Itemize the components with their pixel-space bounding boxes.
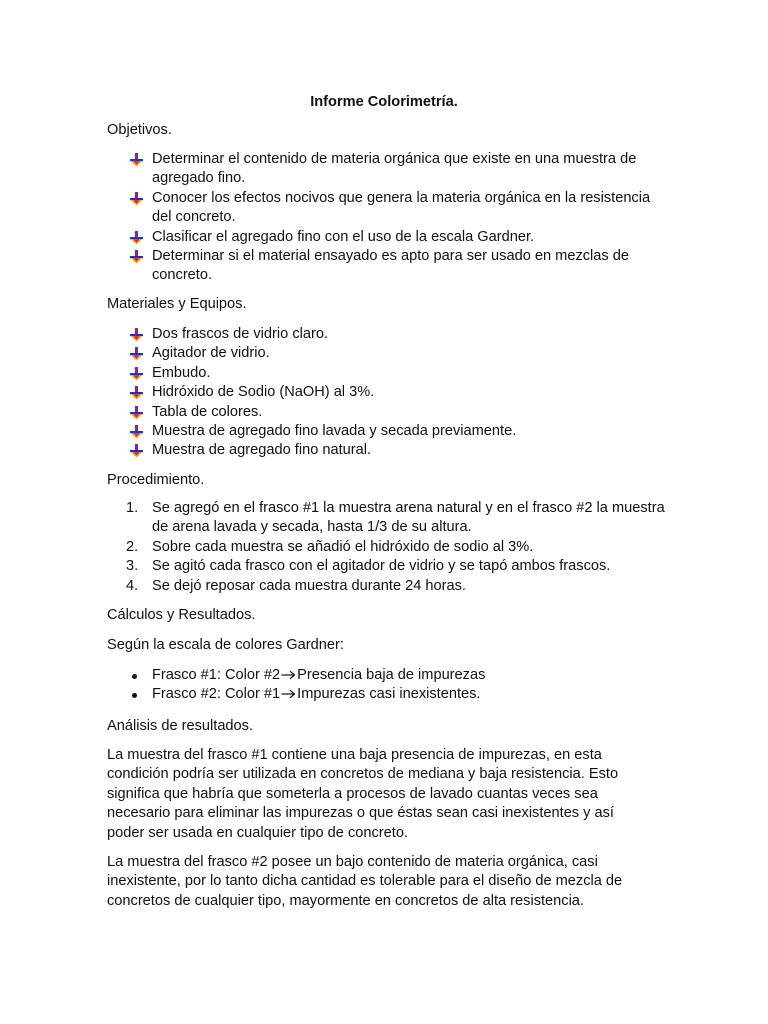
list-item: Embudo. — [107, 364, 667, 383]
bullet-icon — [129, 444, 144, 458]
list-item: 4. Se dejó reposar cada muestra durante 24 horas. — [126, 577, 466, 594]
heading-objetivos: Objetivos. — [107, 122, 172, 138]
procedimiento-list — [107, 499, 667, 596]
bullet-icon — [129, 425, 144, 439]
list-item: 1. Se agregó en el frasco #1 la muestra arena natural y en el frasco #2 la muestra de arena lavada y secada, hasta 1/3 de su altura. — [126, 500, 665, 536]
list-item: Tabla de colores. — [107, 403, 667, 422]
bullet-icon — [129, 328, 144, 342]
list-item: Determinar si el material ensayado es apto para ser usado en mezclas de concreto. — [107, 247, 667, 286]
list-item: Determinar el contenido de materia orgánica que existe en una muestra de agregado fino. — [107, 150, 667, 189]
calculos-intro: Según la escala de colores Gardner: — [107, 637, 344, 653]
list-item: Conocer los efectos nocivos que genera la materia orgánica en la resistencia del concreto. — [107, 189, 667, 228]
heading-procedimiento: Procedimiento. — [107, 472, 205, 488]
list-item: Frasco #1: Color #2 Presencia baja de impurezas — [107, 666, 667, 685]
objetivos-list — [107, 150, 667, 286]
right-arrow-icon — [281, 670, 296, 680]
heading-analisis: Análisis de resultados. — [107, 718, 254, 734]
bullet-icon — [129, 367, 144, 381]
right-arrow-icon — [281, 689, 296, 699]
bullet-icon — [129, 250, 144, 264]
list-item: Muestra de agregado fino natural. — [107, 441, 667, 460]
heading-calculos: Cálculos y Resultados. — [107, 607, 256, 623]
bullet-dot — [132, 693, 137, 698]
list-item: Clasificar el agregado fino con el uso de la escala Gardner. — [107, 228, 667, 247]
resultados-list — [107, 666, 667, 705]
list-item: Muestra de agregado fino lavada y secada previamente. — [107, 422, 667, 441]
analisis-paragraph-2: La muestra del frasco #2 posee un bajo contenido de materia orgánica, casi inexistente, por lo tanto dicha cantidad es tolerable para el diseño de mezcla de concretos de cualquier tipo, mayormente en concretos de alta resistencia. — [107, 854, 623, 909]
list-item: Hidróxido de Sodio (NaOH) al 3%. — [107, 383, 667, 402]
analisis-paragraph-1: La muestra del frasco #1 contiene una baja presencia de impurezas, en esta condición podría ser utilizada en concretos de mediana y baja resistencia. Esto significa que habría que someterla a procesos de lavado cuantas veces sea necesario para eliminar las impurezas o que éstas sean casi inexistentes y así poder ser usada en cualquier tipo de concreto. — [107, 747, 619, 841]
bullet-icon — [129, 231, 144, 245]
heading-materiales: Materiales y Equipos. — [107, 296, 247, 312]
list-item: 3. Se agitó cada frasco con el agitador de vidrio y se tapó ambos frascos. — [126, 558, 611, 575]
list-item: Agitador de vidrio. — [107, 344, 667, 363]
bullet-icon — [129, 153, 144, 167]
document-title: Informe Colorimetría. — [310, 94, 458, 110]
list-item: 2. Sobre cada muestra se añadió el hidróxido de sodio al 3%. — [126, 538, 534, 555]
bullet-dot — [132, 674, 137, 679]
bullet-icon — [129, 386, 144, 400]
bullet-icon — [129, 192, 144, 206]
list-item: Frasco #2: Color #1 Impurezas casi inexistentes. — [107, 685, 667, 704]
materiales-list — [107, 325, 667, 461]
bullet-icon — [129, 406, 144, 420]
bullet-icon — [129, 347, 144, 361]
list-item: Dos frascos de vidrio claro. — [107, 325, 667, 344]
